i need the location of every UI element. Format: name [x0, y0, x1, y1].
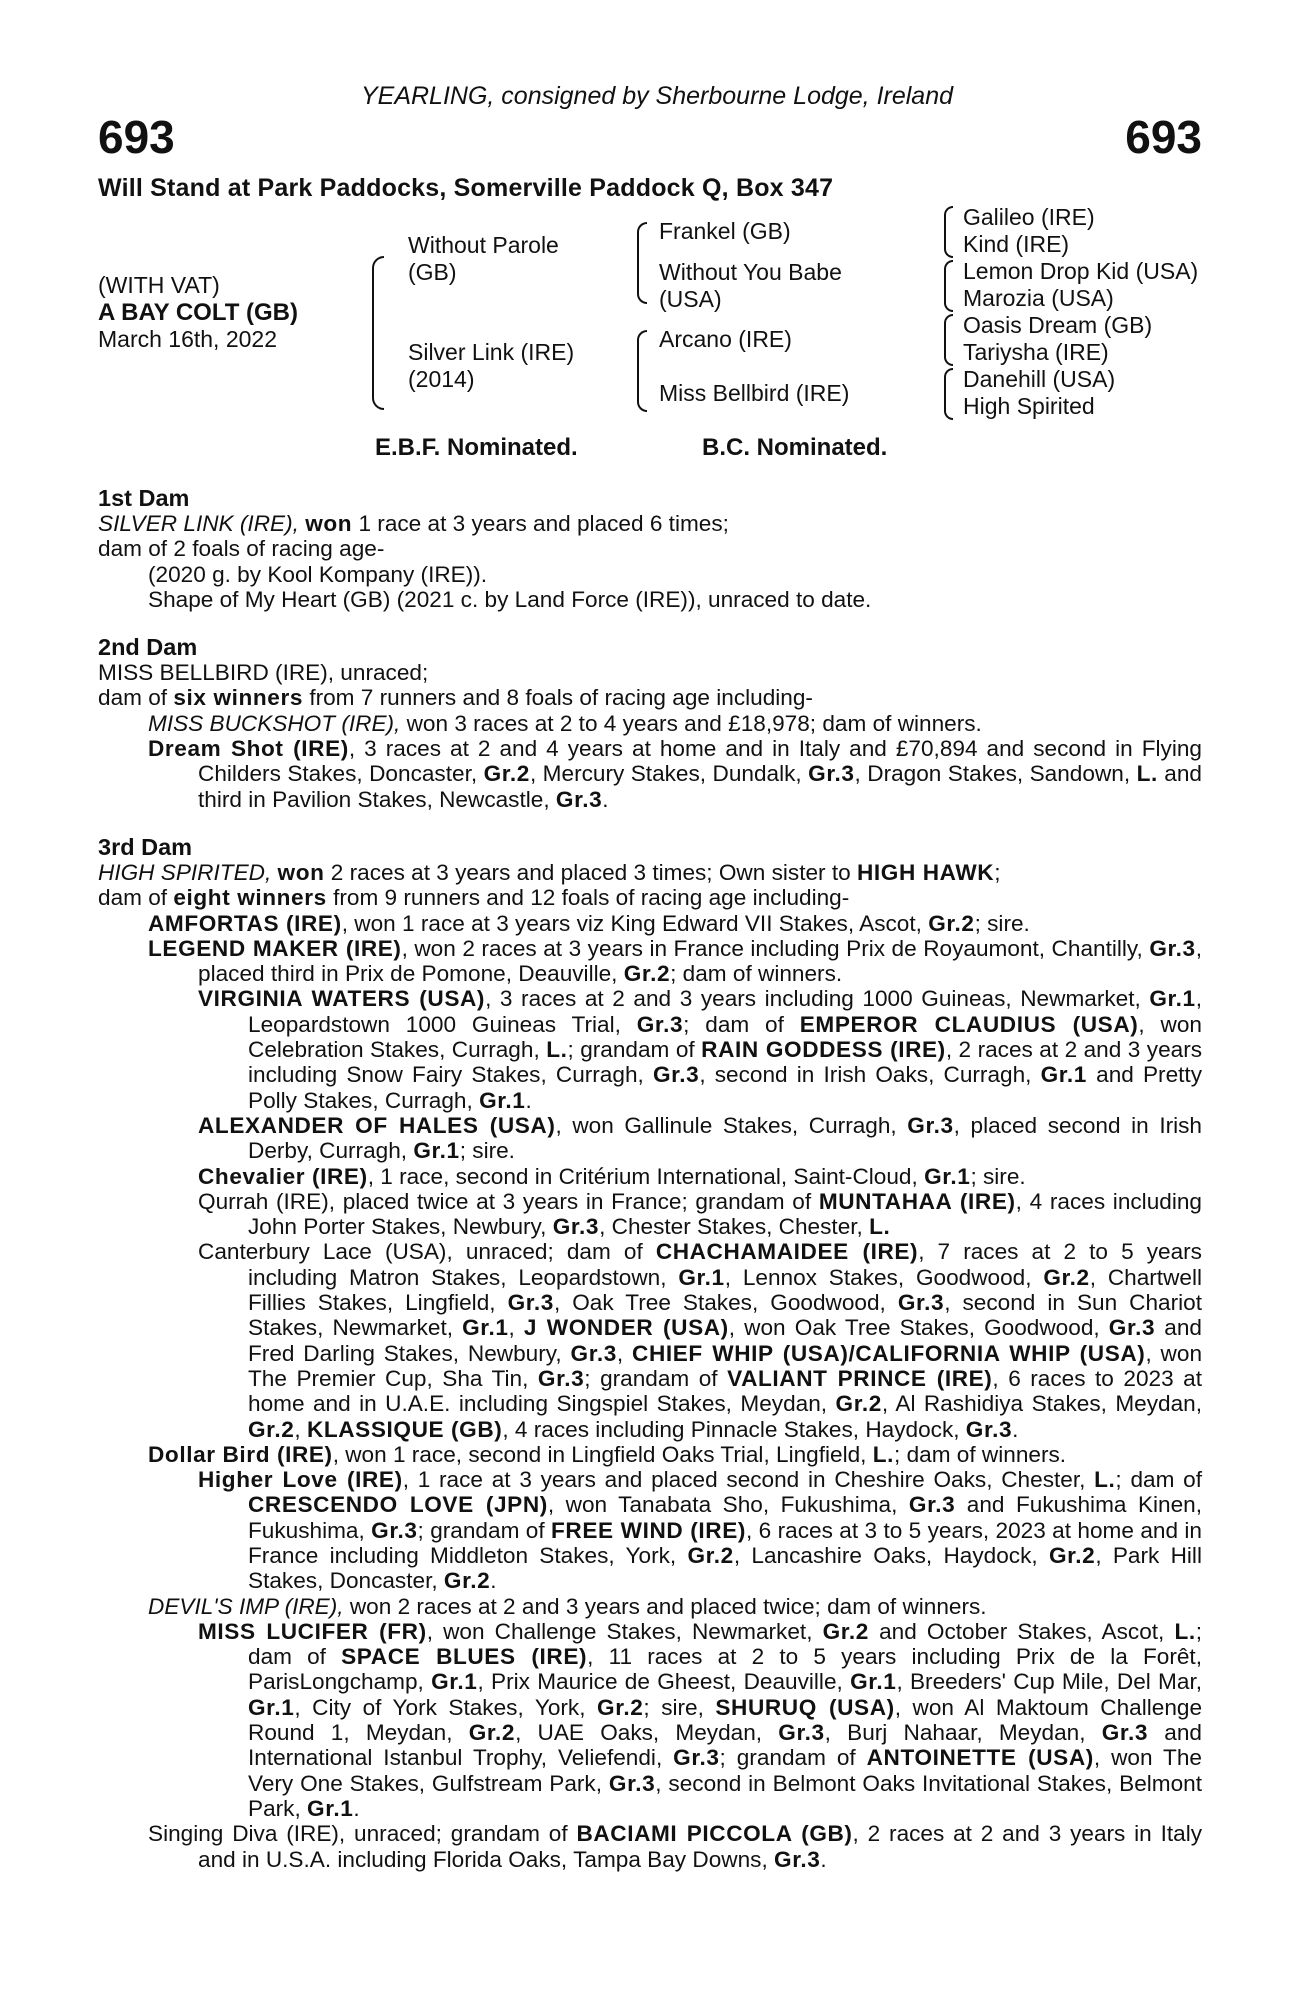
foaling-date: March 16th, 2022 [98, 326, 278, 352]
sire-sire: Frankel (GB) [659, 218, 791, 244]
stabling-line: Will Stand at Park Paddocks, Somerville Paddock Q, Box 347 [98, 174, 834, 202]
foal-2021: Shape of My Heart (GB) (2021 c. by Land Force (IRE)), unraced to date. [148, 586, 872, 612]
bracket-sire-line [637, 222, 647, 304]
ebf-nomination: E.B.F. Nominated. [375, 434, 578, 461]
dollar-bird-entry: Dollar Bird (IRE), won 1 race, second in Lingfield Oaks Trial, Lingfield, L.; dam of winners. [148, 1441, 1067, 1467]
produce-record [98, 485, 1202, 1872]
consignor-line: YEARLING, consigned by Sherbourne Lodge, Ireland [360, 82, 954, 110]
first-dam-heading: 1st Dam [98, 485, 190, 511]
grand-sire-1: Galileo (IRE) [963, 204, 1095, 230]
dam-sire: Arcano (IRE) [659, 326, 792, 352]
bracket-g34 [944, 260, 953, 312]
sire-dam: Without You Babe [659, 259, 842, 285]
third-dam-winners: dam of eight winners from 9 runners and 12 foals of racing age including- [98, 885, 850, 911]
canterbury-lace-entry: Canterbury Lace (USA), unraced; dam of CHACHAMAIDEE (IRE), 7 races at 2 to 5 years including Matron Stakes, Leopardstown, Gr.1, Lennox Stakes, Goodwood, Gr.2, Chartwell Fillies Stakes, Lingfield, Gr.3, Oak Tree Stakes, Goodwood, Gr.3, second in Sun Chariot Stakes, Newmarket, Gr.1, J WONDER (USA), won Oak Tree Stakes, Goodwood, Gr.3 and Fred Darling Stakes, Newbury, Gr.3, CHIEF WHIP (USA)/CALIFORNIA WHIP (USA), won The Premier Cup, Sha Tin, Gr.3; grandam of VALIANT PRINCE (IRE), 6 races to 2023 at home and in U.A.E. including Singspiel Stakes, Meydan, Gr.2, Al Rashidiya Stakes, Meydan, Gr.2, KLASSIQUE (GB), 4 races including Pinnacle Stakes, Haydock, Gr.3. [198, 1239, 1203, 1442]
bracket-parents [372, 256, 384, 410]
bc-nomination: B.C. Nominated. [702, 434, 888, 461]
second-dam-record: MISS BELLBIRD (IRE), unraced; [98, 660, 429, 686]
first-dam-foals: dam of 2 foals of racing age- [98, 536, 385, 562]
foal-2020: (2020 g. by Kool Kompany (IRE)). [148, 561, 488, 587]
horse-name: A BAY COLT (GB) [98, 299, 299, 326]
virginia-waters-entry: VIRGINIA WATERS (USA), 3 races at 2 and 3 years including 1000 Guineas, Newmarket, Gr.1, Leopardstown 1000 Guineas Trial, Gr.3; dam of EMPEROR CLAUDIUS (USA), won Celebration Stakes, Curragh, L.; grandam of RAIN GODDESS (IRE), 2 races at 2 and 3 years including Snow Fairy Stakes, Curragh, Gr.3, second in Irish Oaks, Curragh, Gr.1 and Pretty Polly Stakes, Curragh, Gr.1. [198, 986, 1203, 1113]
devils-imp-entry: DEVIL'S IMP (IRE), won 2 races at 2 and 3 years and placed twice; dam of winners. [148, 1593, 987, 1619]
grand-sire-2: Lemon Drop Kid (USA) [963, 258, 1199, 284]
dream-shot-entry: Dream Shot (IRE), 3 races at 2 and 4 years at home and in Italy and £70,894 and second in Flying Childers Stakes, Doncaster, Gr.2, Mercury Stakes, Dundalk, Gr.3, Dragon Stakes, Sandown, L. and third in Pavilion Stakes, Newcastle, Gr.3. [148, 736, 1202, 812]
miss-lucifer-entry: MISS LUCIFER (FR), won Challenge Stakes, Newmarket, Gr.2 and October Stakes, Ascot, L.; dam of SPACE BLUES (IRE), 11 races at 2 to 5 years including Prix de la Forêt, ParisLongchamp, Gr.1, Prix Maurice de Gheest, Deauville, Gr.1, Breeders' Cup Mile, Del Mar, Gr.1, City of York Stakes, York, Gr.2; sire, SHURUQ (USA), won Al Maktoum Challenge Round 1, Meydan, Gr.2, UAE Oaks, Meydan, Gr.3, Burj Nahaar, Meydan, Gr.3 and International Istanbul Trophy, Veliefendi, Gr.3; grandam of ANTOINETTE (USA), won The Very One Stakes, Gulfstream Park, Gr.3, second in Belmont Oaks Invitational Stakes, Belmont Park, Gr.1. [198, 1618, 1203, 1821]
chevalier-entry: Chevalier (IRE), 1 race, second in Critérium International, Saint-Cloud, Gr.1; sire. [198, 1163, 1026, 1189]
bracket-g56 [944, 314, 953, 366]
second-dam-winners: dam of six winners from 7 runners and 8 foals of racing age including- [98, 685, 813, 711]
grand-dam-1: Kind (IRE) [963, 231, 1070, 257]
first-dam-record: SILVER LINK (IRE), won 1 race at 3 years and placed 6 times; [98, 511, 729, 536]
sire-origin: (GB) [408, 259, 457, 285]
second-dam-heading: 2nd Dam [98, 634, 198, 661]
qurrah-entry: Qurrah (IRE), placed twice at 3 years in France; grandam of MUNTAHAA (IRE), 4 races including John Porter Stakes, Newbury, Gr.3, Chester Stakes, Chester, L. [198, 1188, 1202, 1240]
lot-number-right: 693 [1125, 111, 1202, 163]
grand-dam-4: High Spirited [963, 393, 1095, 419]
third-dam-record: HIGH SPIRITED, won 2 races at 3 years and placed 3 times; Own sister to HIGH HAWK; [98, 859, 1001, 885]
third-dam-heading: 3rd Dam [98, 833, 193, 860]
dam-year: (2014) [408, 366, 475, 392]
sire-name: Without Parole [408, 232, 559, 258]
miss-buckshot-entry: MISS BUCKSHOT (IRE), won 3 races at 2 to 4 years and £18,978; dam of winners. [148, 710, 982, 736]
legend-maker-entry: LEGEND MAKER (IRE), won 2 races at 3 years in France including Prix de Royaumont, Chantilly, Gr.3, placed third in Prix de Pomone, Deauville, Gr.2; dam of winners. [148, 935, 1202, 987]
grand-sire-3: Oasis Dream (GB) [963, 312, 1153, 338]
alexander-of-hales-entry: ALEXANDER OF HALES (USA), won Gallinule Stakes, Curragh, Gr.3, placed second in Irish Derby, Curragh, Gr.1; sire. [198, 1112, 1202, 1164]
singing-diva-entry: Singing Diva (IRE), unraced; grandam of BACIAMI PICCOLA (GB), 2 races at 2 and 3 years in Italy and in U.S.A. including Florida Oaks, Tampa Bay Downs, Gr.3. [148, 1821, 1203, 1872]
bracket-g78 [944, 368, 953, 420]
dam-dam: Miss Bellbird (IRE) [659, 380, 850, 406]
dam-name: Silver Link (IRE) [408, 339, 575, 365]
bracket-g12 [944, 206, 953, 258]
grand-dam-2: Marozia (USA) [963, 285, 1114, 311]
bracket-dam-line [637, 330, 647, 412]
sire-dam-origin: (USA) [659, 286, 722, 312]
amfortas-entry: AMFORTAS (IRE), won 1 race at 3 years viz King Edward VII Stakes, Ascot, Gr.2; sire. [148, 910, 1030, 936]
lot-number-left: 693 [98, 111, 175, 163]
vat-note: (WITH VAT) [98, 272, 220, 298]
higher-love-entry: Higher Love (IRE), 1 race at 3 years and placed second in Cheshire Oaks, Chester, L.; dam of CRESCENDO LOVE (JPN), won Tanabata Sho, Fukushima, Gr.3 and Fukushima Kinen, Fukushima, Gr.3; grandam of FREE WIND (IRE), 6 races at 3 to 5 years, 2023 at home and in France including Middleton Stakes, York, Gr.2, Lancashire Oaks, Haydock, Gr.2, Park Hill Stakes, Doncaster, Gr.2. [198, 1467, 1203, 1594]
grand-sire-4: Danehill (USA) [963, 366, 1116, 392]
grand-dam-3: Tariysha (IRE) [963, 339, 1109, 365]
